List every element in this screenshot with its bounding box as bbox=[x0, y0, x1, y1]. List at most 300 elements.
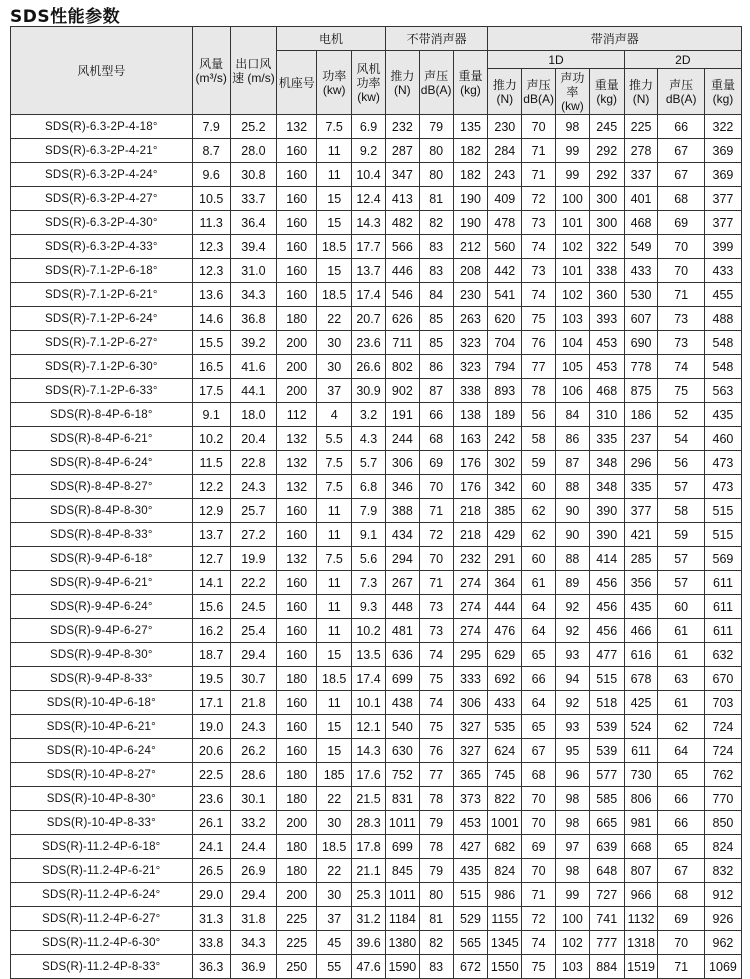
value-cell: 29.0 bbox=[192, 883, 230, 907]
value-cell: 348 bbox=[589, 451, 624, 475]
value-cell: 19.9 bbox=[230, 547, 276, 571]
value-cell: 6.8 bbox=[352, 475, 386, 499]
value-cell: 682 bbox=[488, 835, 522, 859]
value-cell: 102 bbox=[556, 235, 590, 259]
table-row bbox=[11, 835, 742, 859]
value-cell: 98 bbox=[556, 811, 590, 835]
header-sound-pressure: 声压 dB(A) bbox=[419, 51, 453, 115]
value-cell: 74 bbox=[419, 691, 453, 715]
value-cell: 70 bbox=[419, 475, 453, 499]
value-cell: 200 bbox=[277, 331, 317, 355]
value-cell: 672 bbox=[453, 955, 488, 979]
value-cell: 20.7 bbox=[352, 307, 386, 331]
value-cell: 12.4 bbox=[352, 187, 386, 211]
model-cell: SDS(R)-11.2-4P-6-24° bbox=[11, 883, 193, 907]
value-cell: 82 bbox=[419, 211, 453, 235]
value-cell: 73 bbox=[419, 619, 453, 643]
value-cell: 73 bbox=[658, 307, 704, 331]
model-cell: SDS(R)-10-4P-8-33° bbox=[11, 811, 193, 835]
value-cell: 75 bbox=[419, 667, 453, 691]
value-cell: 98 bbox=[556, 787, 590, 811]
value-cell: 25.7 bbox=[230, 499, 276, 523]
value-cell: 831 bbox=[385, 787, 419, 811]
value-cell: 11.5 bbox=[192, 451, 230, 475]
value-cell: 160 bbox=[277, 643, 317, 667]
value-cell: 560 bbox=[488, 235, 522, 259]
value-cell: 414 bbox=[589, 547, 624, 571]
model-cell: SDS(R)-10-4P-6-24° bbox=[11, 739, 193, 763]
value-cell: 20.4 bbox=[230, 427, 276, 451]
value-cell: 563 bbox=[704, 379, 741, 403]
value-cell: 390 bbox=[589, 523, 624, 547]
model-cell: SDS(R)-8-4P-6-18° bbox=[11, 403, 193, 427]
value-cell: 30 bbox=[317, 811, 352, 835]
value-cell: 225 bbox=[277, 931, 317, 955]
value-cell: 569 bbox=[704, 547, 741, 571]
value-cell: 12.9 bbox=[192, 499, 230, 523]
value-cell: 611 bbox=[704, 571, 741, 595]
table-row bbox=[11, 475, 742, 499]
table-row bbox=[11, 355, 742, 379]
value-cell: 88 bbox=[556, 547, 590, 571]
value-cell: 23.6 bbox=[192, 787, 230, 811]
value-cell: 393 bbox=[589, 307, 624, 331]
value-cell: 14.3 bbox=[352, 739, 386, 763]
value-cell: 26.9 bbox=[230, 859, 276, 883]
value-cell: 438 bbox=[385, 691, 419, 715]
value-cell: 875 bbox=[624, 379, 658, 403]
value-cell: 160 bbox=[277, 259, 317, 283]
value-cell: 3.2 bbox=[352, 403, 386, 427]
value-cell: 11 bbox=[317, 571, 352, 595]
value-cell: 243 bbox=[488, 163, 522, 187]
value-cell: 69 bbox=[658, 211, 704, 235]
table-row bbox=[11, 547, 742, 571]
value-cell: 530 bbox=[624, 283, 658, 307]
value-cell: 66 bbox=[419, 403, 453, 427]
value-cell: 69 bbox=[522, 835, 556, 859]
value-cell: 541 bbox=[488, 283, 522, 307]
value-cell: 585 bbox=[589, 787, 624, 811]
performance-table bbox=[10, 26, 742, 979]
value-cell: 302 bbox=[488, 451, 522, 475]
value-cell: 160 bbox=[277, 187, 317, 211]
value-cell: 13.7 bbox=[192, 523, 230, 547]
value-cell: 57 bbox=[658, 571, 704, 595]
value-cell: 57 bbox=[658, 547, 704, 571]
header-2d-weight: 重量 (kg) bbox=[704, 69, 741, 115]
value-cell: 342 bbox=[488, 475, 522, 499]
value-cell: 15 bbox=[317, 643, 352, 667]
value-cell: 22 bbox=[317, 787, 352, 811]
value-cell: 477 bbox=[589, 643, 624, 667]
value-cell: 624 bbox=[488, 739, 522, 763]
model-cell: SDS(R)-7.1-2P-6-27° bbox=[11, 331, 193, 355]
value-cell: 421 bbox=[624, 523, 658, 547]
value-cell: 711 bbox=[385, 331, 419, 355]
value-cell: 377 bbox=[624, 499, 658, 523]
header-outlet-velocity: 出口风速 (m/s) bbox=[230, 27, 276, 115]
value-cell: 180 bbox=[277, 307, 317, 331]
value-cell: 26.2 bbox=[230, 739, 276, 763]
value-cell: 86 bbox=[556, 427, 590, 451]
value-cell: 267 bbox=[385, 571, 419, 595]
value-cell: 14.1 bbox=[192, 571, 230, 595]
value-cell: 73 bbox=[522, 259, 556, 283]
table-row bbox=[11, 907, 742, 931]
value-cell: 30 bbox=[317, 883, 352, 907]
model-cell: SDS(R)-8-4P-6-21° bbox=[11, 427, 193, 451]
value-cell: 30.1 bbox=[230, 787, 276, 811]
header-2d: 2D bbox=[624, 51, 741, 69]
value-cell: 160 bbox=[277, 139, 317, 163]
value-cell: 160 bbox=[277, 595, 317, 619]
value-cell: 37 bbox=[317, 379, 352, 403]
value-cell: 14.3 bbox=[352, 211, 386, 235]
value-cell: 453 bbox=[589, 331, 624, 355]
value-cell: 22.5 bbox=[192, 763, 230, 787]
model-cell: SDS(R)-9-4P-6-27° bbox=[11, 619, 193, 643]
value-cell: 10.2 bbox=[192, 427, 230, 451]
value-cell: 323 bbox=[453, 331, 488, 355]
value-cell: 13.5 bbox=[352, 643, 386, 667]
value-cell: 225 bbox=[624, 115, 658, 139]
value-cell: 30.9 bbox=[352, 379, 386, 403]
table-row bbox=[11, 427, 742, 451]
value-cell: 1590 bbox=[385, 955, 419, 979]
value-cell: 87 bbox=[556, 451, 590, 475]
value-cell: 92 bbox=[556, 595, 590, 619]
value-cell: 22 bbox=[317, 859, 352, 883]
value-cell: 338 bbox=[453, 379, 488, 403]
value-cell: 670 bbox=[704, 667, 741, 691]
value-cell: 71 bbox=[419, 571, 453, 595]
model-cell: SDS(R)-8-4P-8-27° bbox=[11, 475, 193, 499]
value-cell: 15.6 bbox=[192, 595, 230, 619]
header-1d-sound-power: 声功率 (kw) bbox=[556, 69, 590, 115]
value-cell: 185 bbox=[317, 763, 352, 787]
value-cell: 453 bbox=[589, 355, 624, 379]
value-cell: 160 bbox=[277, 715, 317, 739]
model-cell: SDS(R)-11.2-4P-6-30° bbox=[11, 931, 193, 955]
value-cell: 102 bbox=[556, 931, 590, 955]
value-cell: 473 bbox=[704, 475, 741, 499]
value-cell: 346 bbox=[385, 475, 419, 499]
value-cell: 626 bbox=[385, 307, 419, 331]
value-cell: 699 bbox=[385, 667, 419, 691]
value-cell: 369 bbox=[704, 163, 741, 187]
value-cell: 665 bbox=[589, 811, 624, 835]
table-row bbox=[11, 211, 742, 235]
value-cell: 71 bbox=[658, 955, 704, 979]
value-cell: 59 bbox=[658, 523, 704, 547]
value-cell: 5.7 bbox=[352, 451, 386, 475]
table-row bbox=[11, 643, 742, 667]
value-cell: 61 bbox=[658, 643, 704, 667]
value-cell: 24.5 bbox=[230, 595, 276, 619]
value-cell: 5.6 bbox=[352, 547, 386, 571]
value-cell: 31.0 bbox=[230, 259, 276, 283]
value-cell: 160 bbox=[277, 283, 317, 307]
value-cell: 70 bbox=[419, 547, 453, 571]
value-cell: 630 bbox=[385, 739, 419, 763]
page-title: SDS性能参数 bbox=[10, 7, 121, 27]
value-cell: 377 bbox=[704, 211, 741, 235]
value-cell: 99 bbox=[556, 883, 590, 907]
value-cell: 18.0 bbox=[230, 403, 276, 427]
value-cell: 17.4 bbox=[352, 283, 386, 307]
value-cell: 1132 bbox=[624, 907, 658, 931]
value-cell: 85 bbox=[419, 307, 453, 331]
model-cell: SDS(R)-11.2-4P-6-18° bbox=[11, 835, 193, 859]
value-cell: 112 bbox=[277, 403, 317, 427]
table-row bbox=[11, 691, 742, 715]
value-cell: 263 bbox=[453, 307, 488, 331]
header-airflow: 风量 (m³/s) bbox=[192, 27, 230, 115]
model-cell: SDS(R)-9-4P-8-30° bbox=[11, 643, 193, 667]
header-motor-group: 电机 bbox=[277, 27, 386, 51]
value-cell: 1550 bbox=[488, 955, 522, 979]
value-cell: 10.2 bbox=[352, 619, 386, 643]
value-cell: 72 bbox=[522, 187, 556, 211]
value-cell: 39.2 bbox=[230, 331, 276, 355]
value-cell: 36.3 bbox=[192, 955, 230, 979]
value-cell: 1184 bbox=[385, 907, 419, 931]
value-cell: 11 bbox=[317, 523, 352, 547]
value-cell: 41.6 bbox=[230, 355, 276, 379]
value-cell: 296 bbox=[624, 451, 658, 475]
header-frame: 机座号 bbox=[277, 51, 317, 115]
value-cell: 132 bbox=[277, 115, 317, 139]
table-row bbox=[11, 883, 742, 907]
value-cell: 1318 bbox=[624, 931, 658, 955]
value-cell: 15 bbox=[317, 211, 352, 235]
value-cell: 47.6 bbox=[352, 955, 386, 979]
value-cell: 17.5 bbox=[192, 379, 230, 403]
value-cell: 75 bbox=[522, 307, 556, 331]
model-cell: SDS(R)-6.3-2P-4-18° bbox=[11, 115, 193, 139]
value-cell: 99 bbox=[556, 163, 590, 187]
value-cell: 433 bbox=[704, 259, 741, 283]
value-cell: 1011 bbox=[385, 811, 419, 835]
value-cell: 338 bbox=[589, 259, 624, 283]
value-cell: 180 bbox=[277, 787, 317, 811]
value-cell: 730 bbox=[624, 763, 658, 787]
value-cell: 5.5 bbox=[317, 427, 352, 451]
value-cell: 347 bbox=[385, 163, 419, 187]
header-model: 风机型号 bbox=[11, 27, 193, 115]
value-cell: 306 bbox=[453, 691, 488, 715]
value-cell: 33.2 bbox=[230, 811, 276, 835]
value-cell: 52 bbox=[658, 403, 704, 427]
value-cell: 218 bbox=[453, 499, 488, 523]
value-cell: 74 bbox=[522, 235, 556, 259]
value-cell: 67 bbox=[658, 859, 704, 883]
model-cell: SDS(R)-10-4P-6-21° bbox=[11, 715, 193, 739]
value-cell: 69 bbox=[658, 907, 704, 931]
value-cell: 535 bbox=[488, 715, 522, 739]
value-cell: 74 bbox=[522, 931, 556, 955]
value-cell: 9.2 bbox=[352, 139, 386, 163]
value-cell: 278 bbox=[624, 139, 658, 163]
value-cell: 365 bbox=[453, 763, 488, 787]
value-cell: 160 bbox=[277, 619, 317, 643]
value-cell: 189 bbox=[488, 403, 522, 427]
value-cell: 18.5 bbox=[317, 235, 352, 259]
value-cell: 232 bbox=[385, 115, 419, 139]
value-cell: 539 bbox=[589, 715, 624, 739]
value-cell: 29.4 bbox=[230, 883, 276, 907]
value-cell: 62 bbox=[522, 523, 556, 547]
value-cell: 24.4 bbox=[230, 835, 276, 859]
value-cell: 16.5 bbox=[192, 355, 230, 379]
value-cell: 23.6 bbox=[352, 331, 386, 355]
header-1d: 1D bbox=[488, 51, 624, 69]
value-cell: 409 bbox=[488, 187, 522, 211]
value-cell: 58 bbox=[658, 499, 704, 523]
value-cell: 100 bbox=[556, 907, 590, 931]
value-cell: 540 bbox=[385, 715, 419, 739]
value-cell: 25.4 bbox=[230, 619, 276, 643]
value-cell: 34.3 bbox=[230, 931, 276, 955]
value-cell: 37 bbox=[317, 907, 352, 931]
value-cell: 274 bbox=[453, 619, 488, 643]
table-row bbox=[11, 787, 742, 811]
value-cell: 160 bbox=[277, 691, 317, 715]
value-cell: 565 bbox=[453, 931, 488, 955]
value-cell: 30 bbox=[317, 355, 352, 379]
value-cell: 77 bbox=[419, 763, 453, 787]
value-cell: 745 bbox=[488, 763, 522, 787]
value-cell: 444 bbox=[488, 595, 522, 619]
value-cell: 90 bbox=[556, 523, 590, 547]
value-cell: 44.1 bbox=[230, 379, 276, 403]
value-cell: 88 bbox=[556, 475, 590, 499]
value-cell: 291 bbox=[488, 547, 522, 571]
value-cell: 99 bbox=[556, 139, 590, 163]
value-cell: 399 bbox=[704, 235, 741, 259]
value-cell: 69 bbox=[419, 451, 453, 475]
value-cell: 845 bbox=[385, 859, 419, 883]
value-cell: 71 bbox=[522, 883, 556, 907]
value-cell: 71 bbox=[419, 499, 453, 523]
value-cell: 518 bbox=[589, 691, 624, 715]
value-cell: 12.3 bbox=[192, 235, 230, 259]
value-cell: 986 bbox=[488, 883, 522, 907]
value-cell: 191 bbox=[385, 403, 419, 427]
value-cell: 360 bbox=[589, 283, 624, 307]
value-cell: 26.1 bbox=[192, 811, 230, 835]
value-cell: 186 bbox=[624, 403, 658, 427]
value-cell: 18.5 bbox=[317, 283, 352, 307]
value-cell: 61 bbox=[658, 691, 704, 715]
table-row bbox=[11, 115, 742, 139]
value-cell: 481 bbox=[385, 619, 419, 643]
value-cell: 678 bbox=[624, 667, 658, 691]
value-cell: 425 bbox=[624, 691, 658, 715]
value-cell: 11 bbox=[317, 691, 352, 715]
value-cell: 468 bbox=[589, 379, 624, 403]
value-cell: 65 bbox=[522, 643, 556, 667]
value-cell: 356 bbox=[624, 571, 658, 595]
value-cell: 453 bbox=[453, 811, 488, 835]
table-row bbox=[11, 859, 742, 883]
value-cell: 11 bbox=[317, 595, 352, 619]
value-cell: 17.6 bbox=[352, 763, 386, 787]
value-cell: 373 bbox=[453, 787, 488, 811]
value-cell: 306 bbox=[385, 451, 419, 475]
value-cell: 67 bbox=[658, 139, 704, 163]
value-cell: 160 bbox=[277, 523, 317, 547]
value-cell: 73 bbox=[419, 595, 453, 619]
value-cell: 82 bbox=[419, 931, 453, 955]
value-cell: 176 bbox=[453, 475, 488, 499]
value-cell: 10.5 bbox=[192, 187, 230, 211]
value-cell: 1011 bbox=[385, 883, 419, 907]
value-cell: 65 bbox=[658, 835, 704, 859]
value-cell: 39.4 bbox=[230, 235, 276, 259]
value-cell: 639 bbox=[589, 835, 624, 859]
value-cell: 390 bbox=[589, 499, 624, 523]
value-cell: 7.9 bbox=[192, 115, 230, 139]
value-cell: 323 bbox=[453, 355, 488, 379]
value-cell: 64 bbox=[522, 691, 556, 715]
value-cell: 34.3 bbox=[230, 283, 276, 307]
value-cell: 1519 bbox=[624, 955, 658, 979]
value-cell: 132 bbox=[277, 475, 317, 499]
value-cell: 446 bbox=[385, 259, 419, 283]
value-cell: 327 bbox=[453, 715, 488, 739]
table-row bbox=[11, 715, 742, 739]
model-cell: SDS(R)-9-4P-6-18° bbox=[11, 547, 193, 571]
value-cell: 74 bbox=[419, 643, 453, 667]
value-cell: 435 bbox=[453, 859, 488, 883]
value-cell: 90 bbox=[556, 499, 590, 523]
value-cell: 232 bbox=[453, 547, 488, 571]
value-cell: 12.7 bbox=[192, 547, 230, 571]
value-cell: 546 bbox=[385, 283, 419, 307]
value-cell: 724 bbox=[704, 715, 741, 739]
value-cell: 6.9 bbox=[352, 115, 386, 139]
value-cell: 60 bbox=[658, 595, 704, 619]
value-cell: 455 bbox=[704, 283, 741, 307]
value-cell: 385 bbox=[488, 499, 522, 523]
value-cell: 59 bbox=[522, 451, 556, 475]
table-row bbox=[11, 619, 742, 643]
value-cell: 77 bbox=[522, 355, 556, 379]
value-cell: 9.3 bbox=[352, 595, 386, 619]
model-cell: SDS(R)-7.1-2P-6-30° bbox=[11, 355, 193, 379]
value-cell: 24.3 bbox=[230, 715, 276, 739]
value-cell: 68 bbox=[522, 763, 556, 787]
value-cell: 616 bbox=[624, 643, 658, 667]
value-cell: 101 bbox=[556, 211, 590, 235]
value-cell: 67 bbox=[522, 739, 556, 763]
value-cell: 427 bbox=[453, 835, 488, 859]
value-cell: 274 bbox=[453, 595, 488, 619]
value-cell: 435 bbox=[704, 403, 741, 427]
value-cell: 448 bbox=[385, 595, 419, 619]
value-cell: 180 bbox=[277, 859, 317, 883]
value-cell: 31.3 bbox=[192, 907, 230, 931]
value-cell: 200 bbox=[277, 355, 317, 379]
header-fan-power: 风机功率 (kw) bbox=[352, 51, 386, 115]
value-cell: 902 bbox=[385, 379, 419, 403]
value-cell: 807 bbox=[624, 859, 658, 883]
table-row bbox=[11, 379, 742, 403]
value-cell: 442 bbox=[488, 259, 522, 283]
value-cell: 456 bbox=[589, 571, 624, 595]
